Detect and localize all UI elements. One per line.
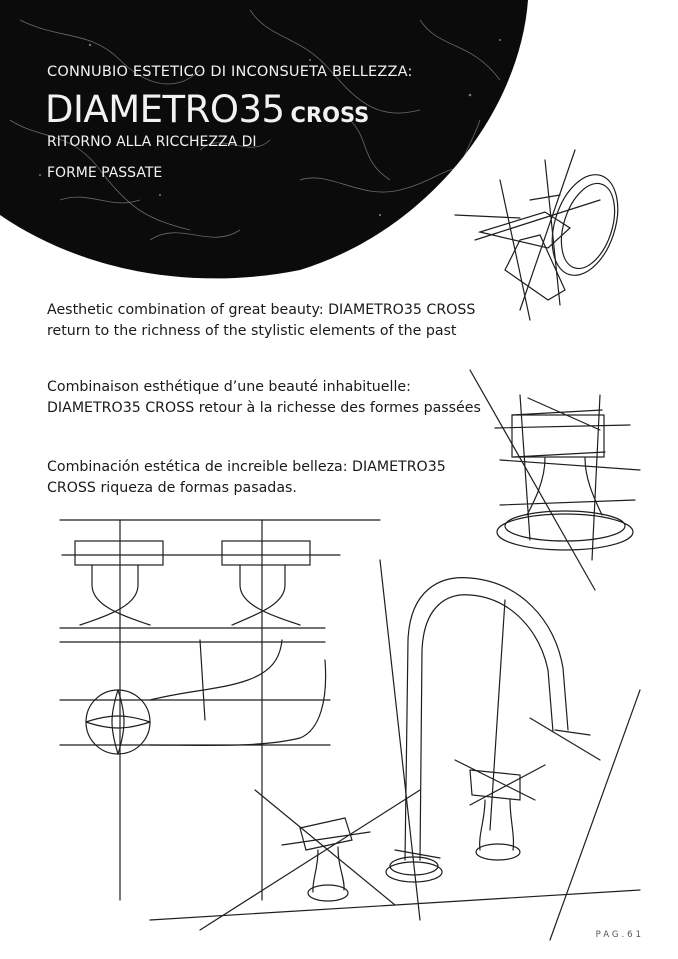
paragraph-french: Combinaison esthétique d’une beauté inhabituelle: DIAMETRO35 CROSS retour à la richesse des formes passées [47, 379, 481, 416]
product-brand: DIAMETRO35 [45, 88, 285, 131]
header-kicker: CONNUBIO ESTETICO DI INCONSUETA BELLEZZA: [47, 64, 413, 80]
product-variant: CROSS [290, 103, 370, 127]
paragraph-spanish: Combinación estética de increible belleza: DIAMETRO35 CROSS riqueza de formas pasadas. [47, 459, 446, 496]
header-tagline-line1: RITORNO ALLA RICCHEZZA DI [47, 134, 257, 150]
page-number: PAG.61 [595, 930, 644, 940]
paragraph-english: Aesthetic combination of great beauty: DIAMETRO35 CROSS return to the richness of the stylistic elements of the past [47, 302, 476, 339]
header-tagline-line2: FORME PASSATE [47, 165, 163, 181]
product-title [45, 88, 369, 131]
